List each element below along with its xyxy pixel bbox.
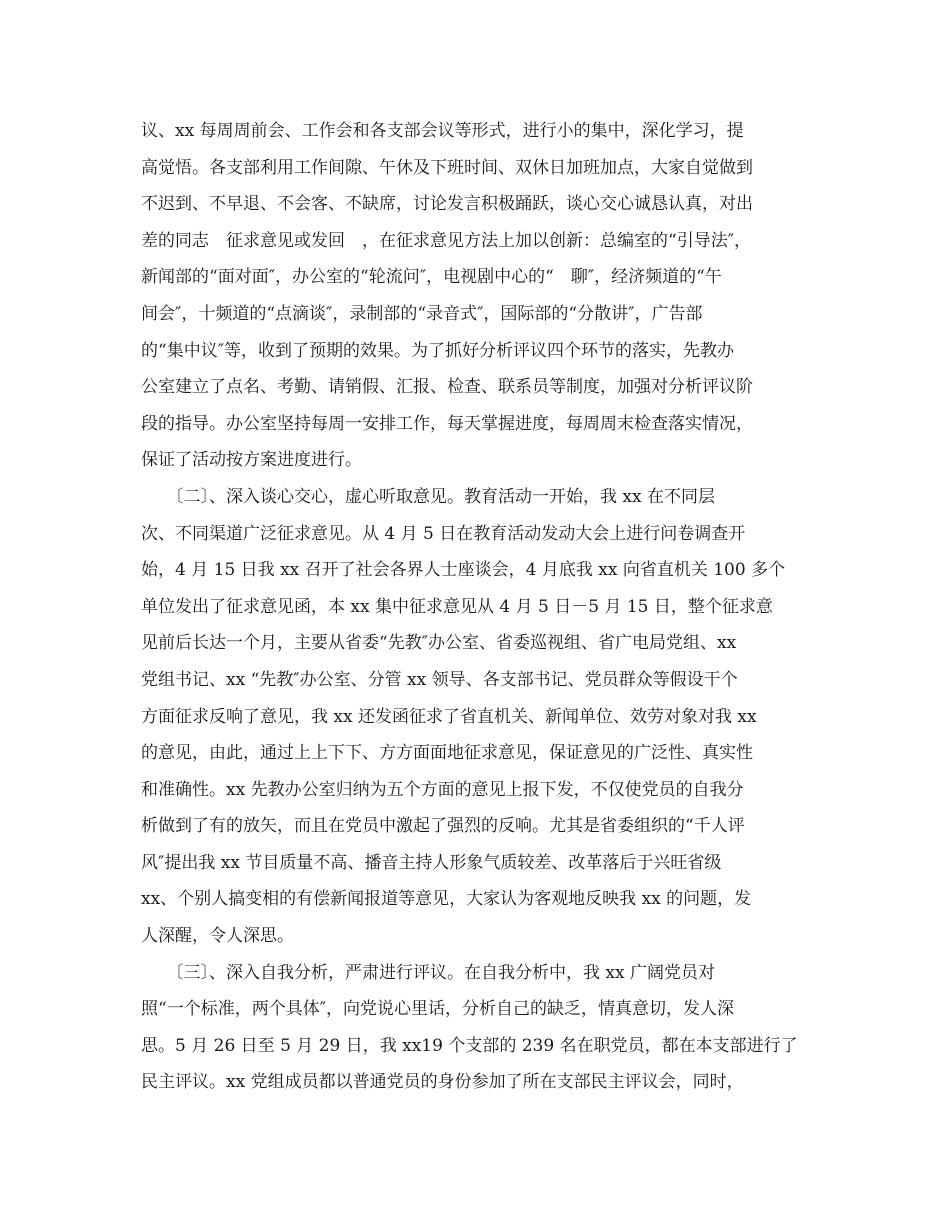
- text-line: 差的同志 征求意见或发回 ，在征求意见方法上加以创新：总编室的“引导法″，: [141, 230, 752, 251]
- text-line: xx、个别人搞变相的有偿新闻报道等意见，大家认为客观地反映我 xx 的问题，发: [141, 889, 752, 910]
- text-line: 高觉悟。各支部利用工作间隙、午休及下班时间、双休日加班加点，大家自觉做到: [141, 157, 753, 178]
- text-line: 不迟到、不早退、不会客、不缺席，讨论发言积极踊跃，谈心交心诚恳认真，对出: [141, 194, 753, 215]
- body-text: [141, 113, 821, 1101]
- text-line: 段的指导。办公室坚持每周一安排工作，每天掌握进度，每周周末检查落实情况，: [141, 413, 753, 434]
- text-line: 次、不同渠道广泛征求意见。从 4 月 5 日在教育活动发动大会上进行问卷调查开: [141, 523, 746, 544]
- text-line: 人深醒，令人深思。: [141, 926, 294, 947]
- text-line: 民主评议。xx 党组成员都以普通党员的身份参加了所在支部民主评议会，同时，: [141, 1072, 744, 1093]
- text-line: 析做到了有的放矢，而且在党员中激起了强烈的反响。尤其是省委组织的“千人评: [141, 816, 745, 837]
- text-line: 的意见，由此，通过上上下下、方方面面地征求意见，保证意见的广泛性、真实性: [141, 743, 753, 764]
- text-line: 保证了活动按方案进度进行。: [141, 450, 362, 471]
- text-line: 风″提出我 xx 节目质量不高、播音主持人形象气质较差、改革落后于兴旺省级: [141, 852, 722, 873]
- text-line: 〔二〕、深入谈心交心，虚心听取意见。教育活动一开始，我 xx 在不同层: [141, 486, 715, 507]
- text-line: 始，4 月 15 日我 xx 召开了社会各界人士座谈会，4 月底我 xx 向省直机关 100 多个: [141, 560, 786, 581]
- text-line: 公室建立了点名、考勤、请销假、汇报、检查、联系员等制度，加强对分析评议阶: [141, 377, 753, 398]
- text-line: 思。5 月 26 日至 5 月 29 日，我 xx19 个支部的 239 名在职党员，都在本支部进行了: [141, 1035, 798, 1056]
- text-line: 新闻部的“面对面″，办公室的“轮流问″，电视剧中心的“ 聊″，经济频道的“午: [141, 267, 722, 288]
- text-line: 和准确性。xx 先教办公室归纳为五个方面的意见上报下发，不仅使党员的自我分: [141, 779, 744, 800]
- text-line: 的“集中议″等，收到了预期的效果。为了抓好分析评议四个环节的落实，先教办: [141, 340, 735, 361]
- text-line: 党组书记、xx “先教″办公室、分管 xx 领导、各支部书记、党员群众等假设干个: [141, 669, 738, 690]
- text-line: 见前后长达一个月，主要从省委“先教″办公室、省委巡视组、省广电局党组、xx: [141, 633, 737, 654]
- text-line: 方面征求反响了意见，我 xx 还发函征求了省直机关、新闻单位、效劳对象对我 xx: [141, 706, 757, 727]
- text-line: 间会″，十频道的“点滴谈″，录制部的“录音式″，国际部的“分散讲″，广告部: [141, 303, 703, 324]
- text-line: 〔三〕、深入自我分析，严肃进行评议。在自我分析中，我 xx 广阔党员对: [141, 962, 715, 983]
- text-line: 议、xx 每周周前会、工作会和各支部会议等形式，进行小的集中，深化学习，提: [141, 121, 744, 141]
- text-line: 照“一个标准，两个具体″，向党说心里话，分析自己的缺乏，情真意切，发人深: [141, 999, 735, 1020]
- text-line: 单位发出了征求意见函，本 xx 集中征求意见从 4 月 5 日－5 月 15 日，整个征求意: [141, 596, 773, 617]
